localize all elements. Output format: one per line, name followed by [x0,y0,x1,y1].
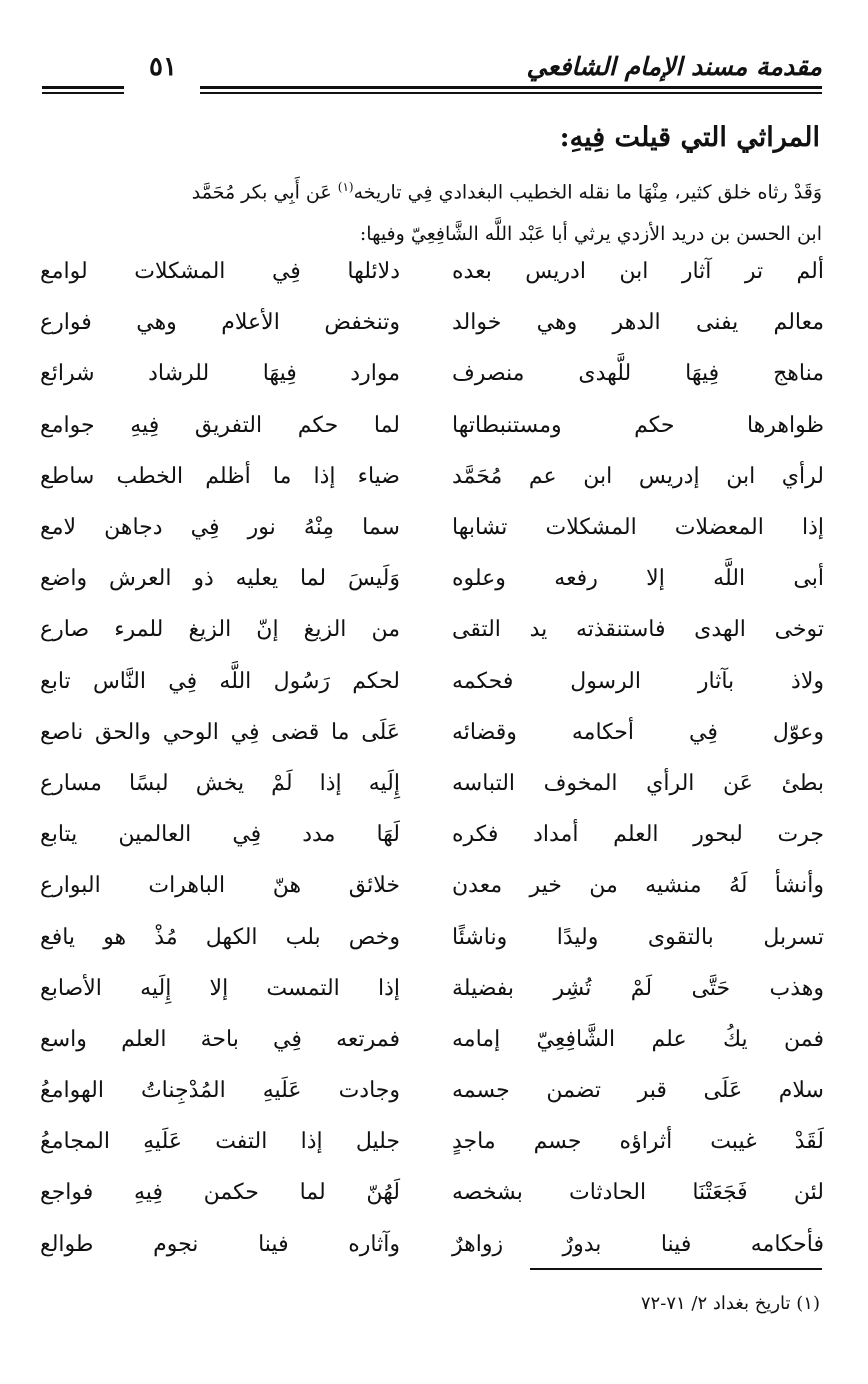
verse-second-hemistich: من الزيغ إنّ الزيغ للمرء صارع [40,617,400,643]
verse-first-hemistich: معالم يفنى الدهر وهي خوالد [452,310,824,336]
verse-line [40,502,824,553]
verse-second-hemistich: خلائق هنّ الباهرات البوارع [40,873,400,899]
verse-first-hemistich: إذا المعضلات المشكلات تشابها [452,515,824,541]
verse-second-hemistich: دلائلها فِي المشكلات لوامع [40,259,400,285]
verse-second-hemistich: لما حكم التفريق فِيهِ جوامع [40,412,400,438]
verse-second-hemistich: ضياء إذا ما أظلم الخطب ساطع [40,463,400,489]
verse-first-hemistich: وأنشأ لَهُ منشيه من خير معدن [452,873,824,899]
header-rule-left [42,86,124,94]
verse-second-hemistich: لحكم رَسُول اللَّه فِي النَّاس تابع [40,668,400,694]
header-rule-right [200,86,822,94]
page-header [40,48,822,98]
verse-second-hemistich: لَهَا مدد فِي العالمين يتابع [40,822,400,848]
intro-line1: وَقَدْ رثاه خلق كثير، مِنْهَا ما نقله الخطيب البغدادي فِي تاريخه [353,181,822,204]
verse-second-hemistich: لَهُنّ لما حكمن فِيهِ فواجع [40,1180,400,1206]
verse-first-hemistich: وعوّل فِي أحكامه وقضائه [452,719,824,745]
verse-line [40,1014,824,1065]
verse-line [40,553,824,604]
intro-paragraph [40,166,822,255]
verse-first-hemistich: توخى الهدى فاستنقذته يد التقى [452,617,824,643]
verse-first-hemistich: أبى اللَّه إلا رفعه وعلوه [452,566,824,592]
verse-line [40,604,824,655]
verse-first-hemistich: ألم تر آثار ابن ادريس بعده [452,259,824,285]
verse-first-hemistich: وهذب حَتَّى لَمْ تُشِر بفضيلة [452,975,824,1001]
verse-second-hemistich: وخص بلب الكهل مُذْ هو يافع [40,924,400,950]
verse-line [40,400,824,451]
verse-first-hemistich: لرأي ابن إدريس ابن عم مُحَمَّد [452,463,824,489]
intro-line1-end: عَن أَبِي بكر مُحَمَّد [191,181,338,204]
verse-second-hemistich: وآثاره فينا نجوم طوالع [40,1231,400,1257]
verse-line [40,860,824,911]
page-number: ٥١ [149,52,177,82]
verse-line [40,1065,824,1116]
verse-line [40,1167,824,1218]
verse-line [40,809,824,860]
verse-line [40,656,824,707]
verse-first-hemistich: سلام عَلَى قبر تضمن جسمه [452,1078,824,1104]
verse-line [40,1116,824,1167]
verse-first-hemistich: ظواهرها حكم ومستنبطاتها [452,412,824,438]
verse-first-hemistich: بطئ عَن الرأي المخوف التباسه [452,770,824,796]
intro-line2: ابن الحسن بن دريد الأزدي يرثي أبا عَبْد اللَّه الشَّافِعِيّ وفيها: [359,223,822,246]
verse-first-hemistich: فأحكامه فينا بدورٌ زواهرٌ [452,1231,824,1257]
footnote-ref[interactable]: (١) [337,180,354,194]
running-title: مقدمة مسند الإمام الشافعي [526,52,822,81]
verse-line [40,297,824,348]
footnote: (١) تاريخ بغداد ٢/ ٧١-٧٢ [640,1293,820,1314]
verse-first-hemistich: لئن فَجَعَتْنَا الحادثات بشخصه [452,1180,824,1206]
verse-second-hemistich: موارد فِيهَا للرشاد شرائع [40,361,400,387]
verse-line [40,1219,824,1270]
verse-second-hemistich: وجادت عَلَيهِ المُدْجِناتُ الهوامعُ [40,1078,400,1104]
footnote-rule [530,1268,822,1270]
verse-line [40,348,824,399]
verse-second-hemistich: عَلَى ما قضى فِي الوحي والحق ناصع [40,719,400,745]
verse-first-hemistich: مناهج فِيهَا للَّهدى منصرف [452,361,824,387]
verse-second-hemistich: جليل إذا التفت عَلَيهِ المجامعُ [40,1129,400,1155]
verse-line [40,911,824,962]
verse-second-hemistich: سما مِنْهُ نور فِي دجاهن لامع [40,515,400,541]
verse-first-hemistich: جرت لبحور العلم أمداد فكره [452,822,824,848]
verse-first-hemistich: فمن يكُ علم الشَّافِعِيّ إمامه [452,1026,824,1052]
verse-second-hemistich: وَلَيسَ لما يعليه ذو العرش واضع [40,566,400,592]
verse-second-hemistich: فمرتعه فِي باحة العلم واسع [40,1026,400,1052]
verse-line [40,758,824,809]
verse-first-hemistich: لَقَدْ غيبت أثراؤه جسم ماجدٍ [452,1129,824,1155]
poem [40,246,824,1270]
verse-line [40,963,824,1014]
verse-first-hemistich: ولاذ بآثار الرسول فحكمه [452,668,824,694]
verse-line [40,707,824,758]
verse-first-hemistich: تسربل بالتقوى وليدًا وناشئًا [452,924,824,950]
verse-line [40,246,824,297]
verse-second-hemistich: وتنخفض الأعلام وهي فوارع [40,310,400,336]
section-heading: المراثي التي قيلت فِيهِ: [559,122,820,153]
verse-second-hemistich: إِلَيه إذا لَمْ يخش لبسًا مسارع [40,770,400,796]
verse-line [40,451,824,502]
verse-second-hemistich: إذا التمست إلا إِلَيه الأصابع [40,975,400,1001]
